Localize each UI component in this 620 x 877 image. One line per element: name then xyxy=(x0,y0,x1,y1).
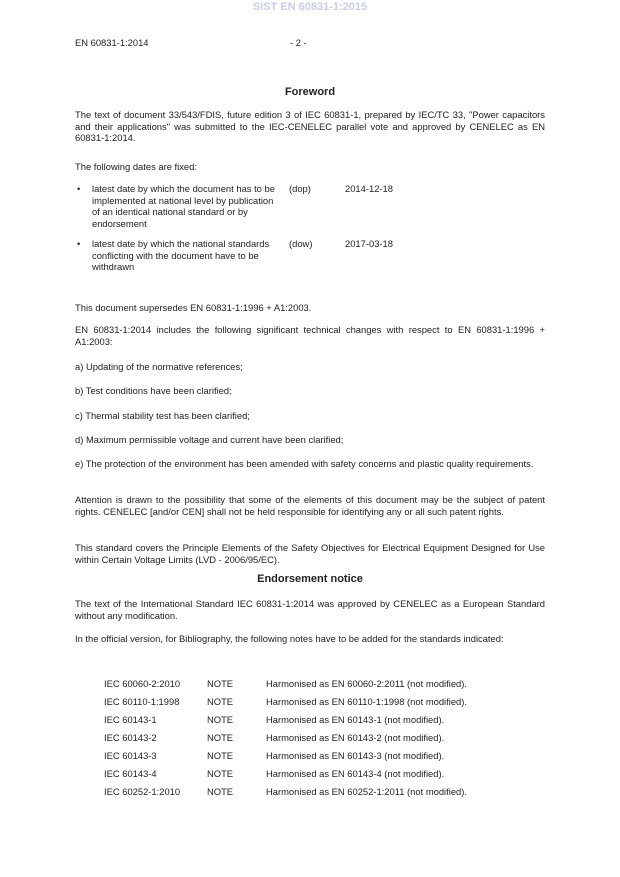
note-text: Harmonised as EN 60143-2 (not modified). xyxy=(266,732,445,743)
note-text: Harmonised as EN 60143-3 (not modified). xyxy=(266,750,445,761)
note-type: NOTE xyxy=(207,750,234,761)
note-text: Harmonised as EN 60060-2:2011 (not modified). xyxy=(266,678,467,689)
change-item: d) Maximum permissible voltage and current have been clarified; xyxy=(75,434,344,445)
date-value: 2014-12-18 xyxy=(345,183,393,194)
date-code: (dop) xyxy=(289,183,311,194)
note-type: NOTE xyxy=(207,696,234,707)
change-item: e) The protection of the environment has been amended with safety concerns and plastic quality requirements. xyxy=(75,458,534,469)
patent-attention: Attention is drawn to the possibility that some of the elements of this document may be the subject of patent rights. CENELEC [and/or CEN] shall not be held responsible for identifying any or all such patent rights. xyxy=(75,494,545,517)
note-text: Harmonised as EN 60143-4 (not modified). xyxy=(266,768,445,779)
note-type: NOTE xyxy=(207,768,234,779)
dates-intro: The following dates are fixed: xyxy=(75,161,197,172)
endorsement-title: Endorsement notice xyxy=(257,573,363,585)
note-standard: IEC 60143-4 xyxy=(104,768,157,779)
supersedes-text: This document supersedes EN 60831-1:1996 + A1:2003. xyxy=(75,302,312,313)
note-type: NOTE xyxy=(207,714,234,725)
note-standard: IEC 60060-2:2010 xyxy=(104,678,181,689)
foreword-intro: The text of document 33/543/FDIS, future edition 3 of IEC 60831-1, prepared by IEC/TC 33, "Power capacitors and their applications" was submitted to the IEC-CENELEC parallel vote and approved by CENELEC as EN 60831-1:2014. xyxy=(75,109,545,144)
note-standard: IEC 60252-1:2010 xyxy=(104,786,181,797)
note-text: Harmonised as EN 60143-1 (not modified). xyxy=(266,714,445,725)
header-page-number: - 2 - xyxy=(290,37,307,48)
note-text: Harmonised as EN 60110-1:1998 (not modified). xyxy=(266,696,467,707)
note-standard: IEC 60110-1:1998 xyxy=(104,696,180,707)
endorsement-text: The text of the International Standard IEC 60831-1:2014 was approved by CENELEC as a European Standard without any modification. xyxy=(75,598,545,621)
note-type: NOTE xyxy=(207,678,234,689)
date-code: (dow) xyxy=(289,238,313,249)
bullet: • xyxy=(77,238,81,249)
note-type: NOTE xyxy=(207,786,234,797)
change-item: a) Updating of the normative references; xyxy=(75,361,243,372)
watermark: SIST EN 60831-1:2015 xyxy=(252,1,368,13)
note-type: NOTE xyxy=(207,732,234,743)
bibliography-intro: In the official version, for Bibliography, the following notes have to be added for the standards indicated: xyxy=(75,633,504,644)
header-doc-id: EN 60831-1:2014 xyxy=(75,37,149,48)
foreword-title: Foreword xyxy=(284,86,336,98)
note-standard: IEC 60143-1 xyxy=(104,714,157,725)
changes-intro: EN 60831-1:2014 includes the following significant technical changes with respect to EN 60831-1:1996 + A1:2003: xyxy=(75,324,545,347)
date-description: latest date by which the document has to be implemented at national level by publication of an identical national standard or by endorsement xyxy=(92,183,275,229)
note-text: Harmonised as EN 60252-1:2011 (not modified). xyxy=(266,786,467,797)
note-standard: IEC 60143-3 xyxy=(104,750,157,761)
change-item: c) Thermal stability test has been clarified; xyxy=(75,410,250,421)
note-standard: IEC 60143-2 xyxy=(104,732,157,743)
bullet: • xyxy=(77,183,81,194)
change-item: b) Test conditions have been clarified; xyxy=(75,385,232,396)
lvd-statement: This standard covers the Principle Elements of the Safety Objectives for Electrical Equipment Designed for Use within Certain Voltage Limits (LVD - 2006/95/EC). xyxy=(75,542,545,565)
date-description: latest date by which the national standards conflicting with the document have to be withdrawn xyxy=(92,238,270,273)
date-value: 2017-03-18 xyxy=(345,238,393,249)
